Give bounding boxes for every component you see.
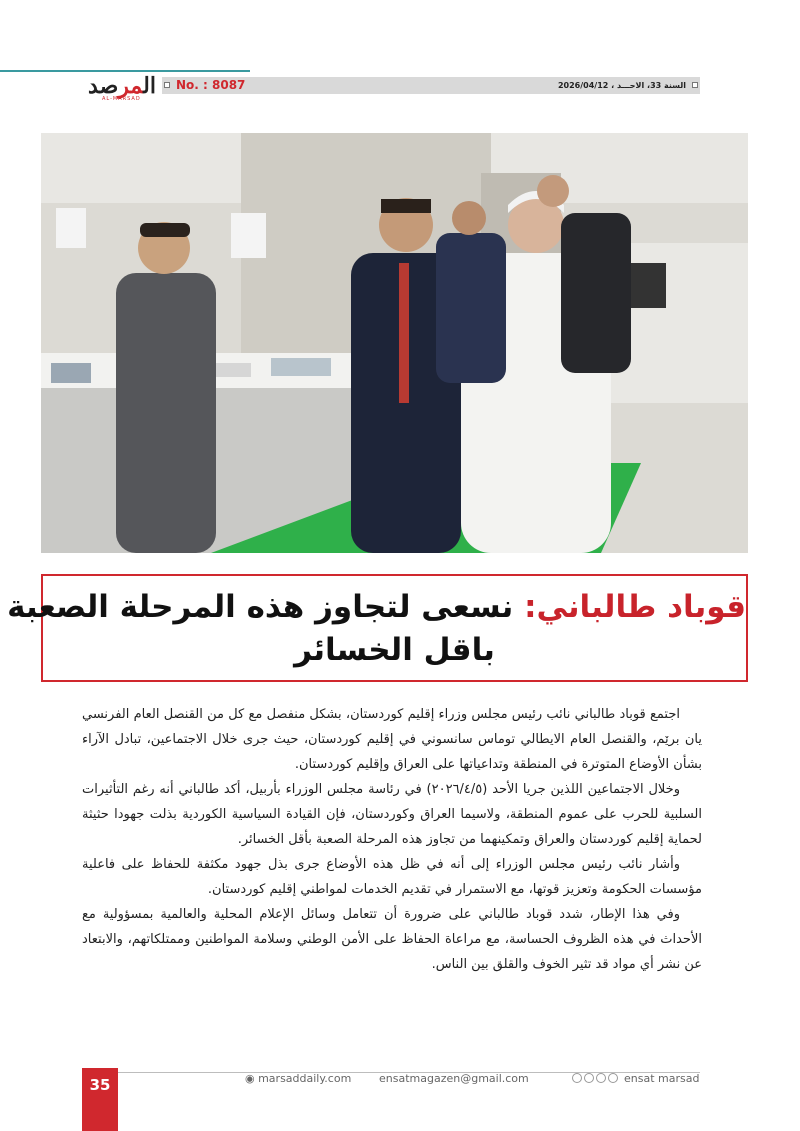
instagram-icon[interactable] — [596, 1073, 606, 1083]
article-paragraph: اجتمع قوباد طالباني نائب رئيس مجلس وزراء إقليم كوردستان، بشكل منفصل مع كل من القنصل العام الفرنسي يان برێم، والقنصل العام الايطالي توماس سانسوني في إقليم كوردستان، حيث جرى خلال الاجتماعين، تبادل الآراء بشأن الأوضاع المتوترة في المنطقة وتداعياتها على العراق وإقليم كوردستان. — [82, 707, 702, 772]
issue-number: No. : 8087 — [176, 78, 246, 92]
article-paragraph: وأشار نائب رئيس مجلس الوزراء إلى أنه في ظل هذه الأوضاع جرى بذل جهود مكثفة للحفاظ على فاعلية مؤسسات الحكومة وتعزيز قوتها، مع الاستمرار في تقديم الخدمات لمواطني إقليم كوردستان. — [82, 857, 702, 897]
headline-line-1 — [7, 586, 746, 629]
logo-part-1: ال — [143, 73, 156, 99]
headline-lead: قوباد طالباني: — [524, 589, 746, 625]
issue-date: السنة 33، الاحـــد ، 2026/04/12 — [557, 81, 686, 90]
issue-info-bar — [162, 77, 700, 94]
headline-line-2: باقل الخسائر — [294, 632, 495, 668]
article-paragraph: وخلال الاجتماعين اللذين جريا الأحد (٢٠٢٦/٤/٥) في رئاسة مجلس الوزراء بأربيل، أكد طالباني أنه رغم التأثيرات السلبية للحرب على عموم المنطقة، ولاسيما العراق وكوردستان، فإن القيادة السياسية الكوردية بذلت جهودا حثيثة لحماية إقليم كوردستان والعراق وتمكينهما من تجاوز هذه المرحلة الصعبة بأقل الخسائر. — [82, 782, 702, 847]
article-body — [82, 702, 702, 977]
logo-english: AL-MARSAD — [102, 96, 141, 102]
footer-website[interactable]: ◉ marsaddaily.com — [245, 1072, 352, 1085]
logo-part-3: صد — [88, 73, 119, 99]
facebook-icon[interactable] — [572, 1073, 582, 1083]
social-icons — [572, 1073, 618, 1085]
square-bullet-icon — [164, 82, 170, 88]
logo-part-2: مر — [118, 73, 144, 99]
twitter-icon[interactable] — [584, 1073, 594, 1083]
youtube-icon[interactable] — [608, 1073, 618, 1083]
page-number: 35 — [82, 1068, 118, 1131]
headline-rest: نسعى لتجاوز هذه المرحلة الصعبة — [7, 589, 525, 625]
magazine-logo — [82, 74, 162, 104]
headline-box — [7, 574, 748, 682]
lab-visit-photo — [41, 133, 748, 553]
top-accent-rule — [0, 70, 250, 72]
footer-brand-name: ensat marsad — [624, 1072, 700, 1085]
article-photo — [41, 133, 748, 553]
footer-email[interactable]: ensatmagazen@gmail.com — [379, 1072, 529, 1085]
square-bullet-icon — [692, 82, 698, 88]
article-paragraph: وفي هذا الإطار، شدد قوباد طالباني على ضرورة أن تتعامل وسائل الإعلام المحلية والعالمية بمسؤولية مع الأحداث في هذه الظروف الحساسة، مع مراعاة الحفاظ على الأمن الوطني وسلامة المواطنين وممتلكاتهم، والابتعاد عن نشر أي مواد قد تثير الخوف والقلق بين الناس. — [82, 907, 702, 972]
logo-arabic — [82, 74, 162, 98]
